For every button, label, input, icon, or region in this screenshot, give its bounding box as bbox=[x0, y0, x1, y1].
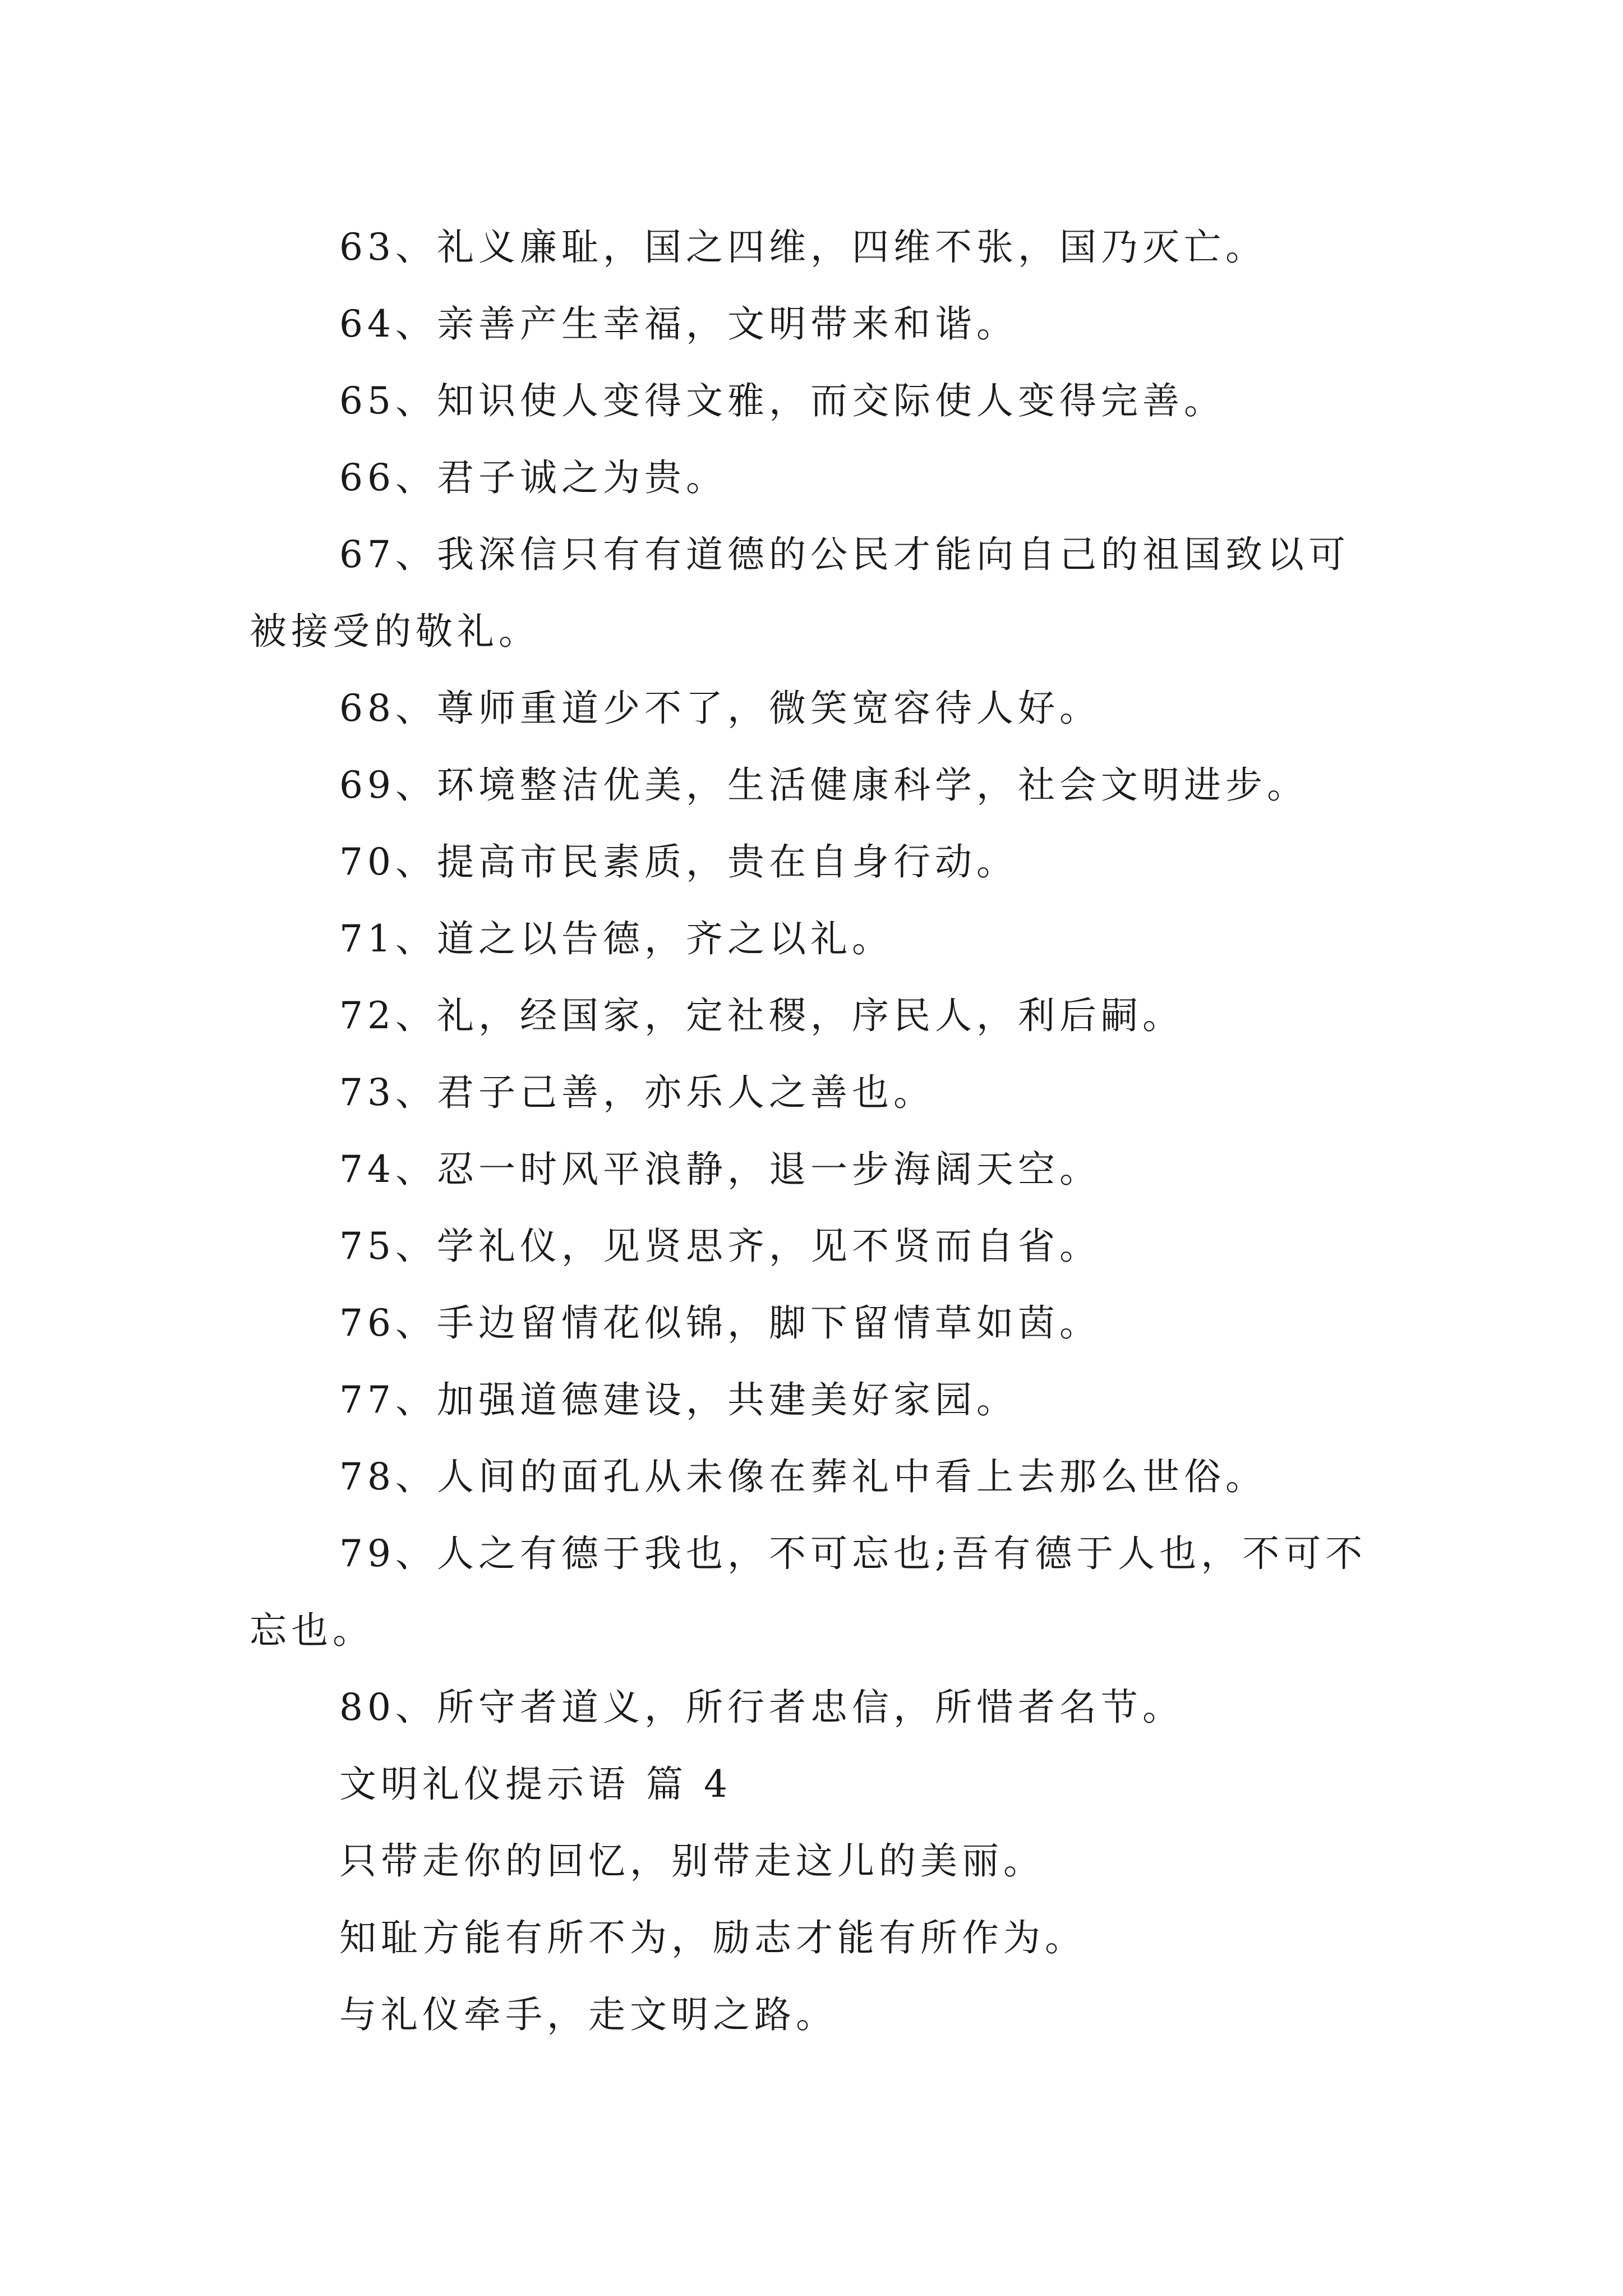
paragraph-75: 75、学礼仪，见贤思齐，见不贤而自省。 bbox=[339, 1225, 1101, 1268]
paragraph-66: 66、君子诚之为贵。 bbox=[339, 456, 727, 499]
paragraph-65: 65、知识使人变得文雅，而交际使人变得完善。 bbox=[339, 379, 1225, 422]
paragraph-68: 68、尊师重道少不了，微笑宽容待人好。 bbox=[339, 687, 1101, 730]
paragraph-70: 70、提高市民素质，贵在自身行动。 bbox=[339, 840, 1018, 884]
paragraph-64: 64、亲善产生幸福，文明带来和谐。 bbox=[339, 302, 1018, 346]
paragraph-63: 63、礼义廉耻，国之四维，四维不张，国乃灭亡。 bbox=[339, 226, 1267, 269]
paragraph-78: 78、人间的面孔从未像在葬礼中看上去那么世俗。 bbox=[339, 1455, 1267, 1498]
document-body bbox=[250, 209, 1382, 2053]
section-heading: 文明礼仪提示语 篇 4 bbox=[339, 1763, 732, 1806]
paragraph-67: 67、我深信只有有道德的公民才能向自己的祖国致以可被接受的敬礼。 bbox=[250, 533, 1350, 653]
paragraph-77: 77、加强道德建设，共建美好家园。 bbox=[339, 1378, 1018, 1421]
paragraph-73: 73、君子己善，亦乐人之善也。 bbox=[339, 1071, 935, 1114]
slogan-2: 知耻方能有所不为，励志才能有所作为。 bbox=[339, 1916, 1086, 1959]
paragraph-71: 71、道之以告德，齐之以礼。 bbox=[339, 917, 893, 960]
slogan-3: 与礼仪牵手，走文明之路。 bbox=[339, 1993, 837, 2036]
paragraph-79: 79、人之有德于我也，不可忘也;吾有德于人也，不可不忘也。 bbox=[250, 1532, 1367, 1652]
paragraph-76: 76、手边留情花似锦，脚下留情草如茵。 bbox=[339, 1301, 1101, 1345]
slogan-1: 只带走你的回忆，别带走这儿的美丽。 bbox=[339, 1839, 1045, 1883]
paragraph-74: 74、忍一时风平浪静，退一步海阔天空。 bbox=[339, 1148, 1101, 1191]
paragraph-69: 69、环境整洁优美，生活健康科学，社会文明进步。 bbox=[339, 763, 1308, 807]
paragraph-80: 80、所守者道义，所行者忠信，所惜者名节。 bbox=[339, 1686, 1184, 1729]
paragraph-72: 72、礼，经国家，定社稷，序民人，利后嗣。 bbox=[339, 994, 1184, 1037]
